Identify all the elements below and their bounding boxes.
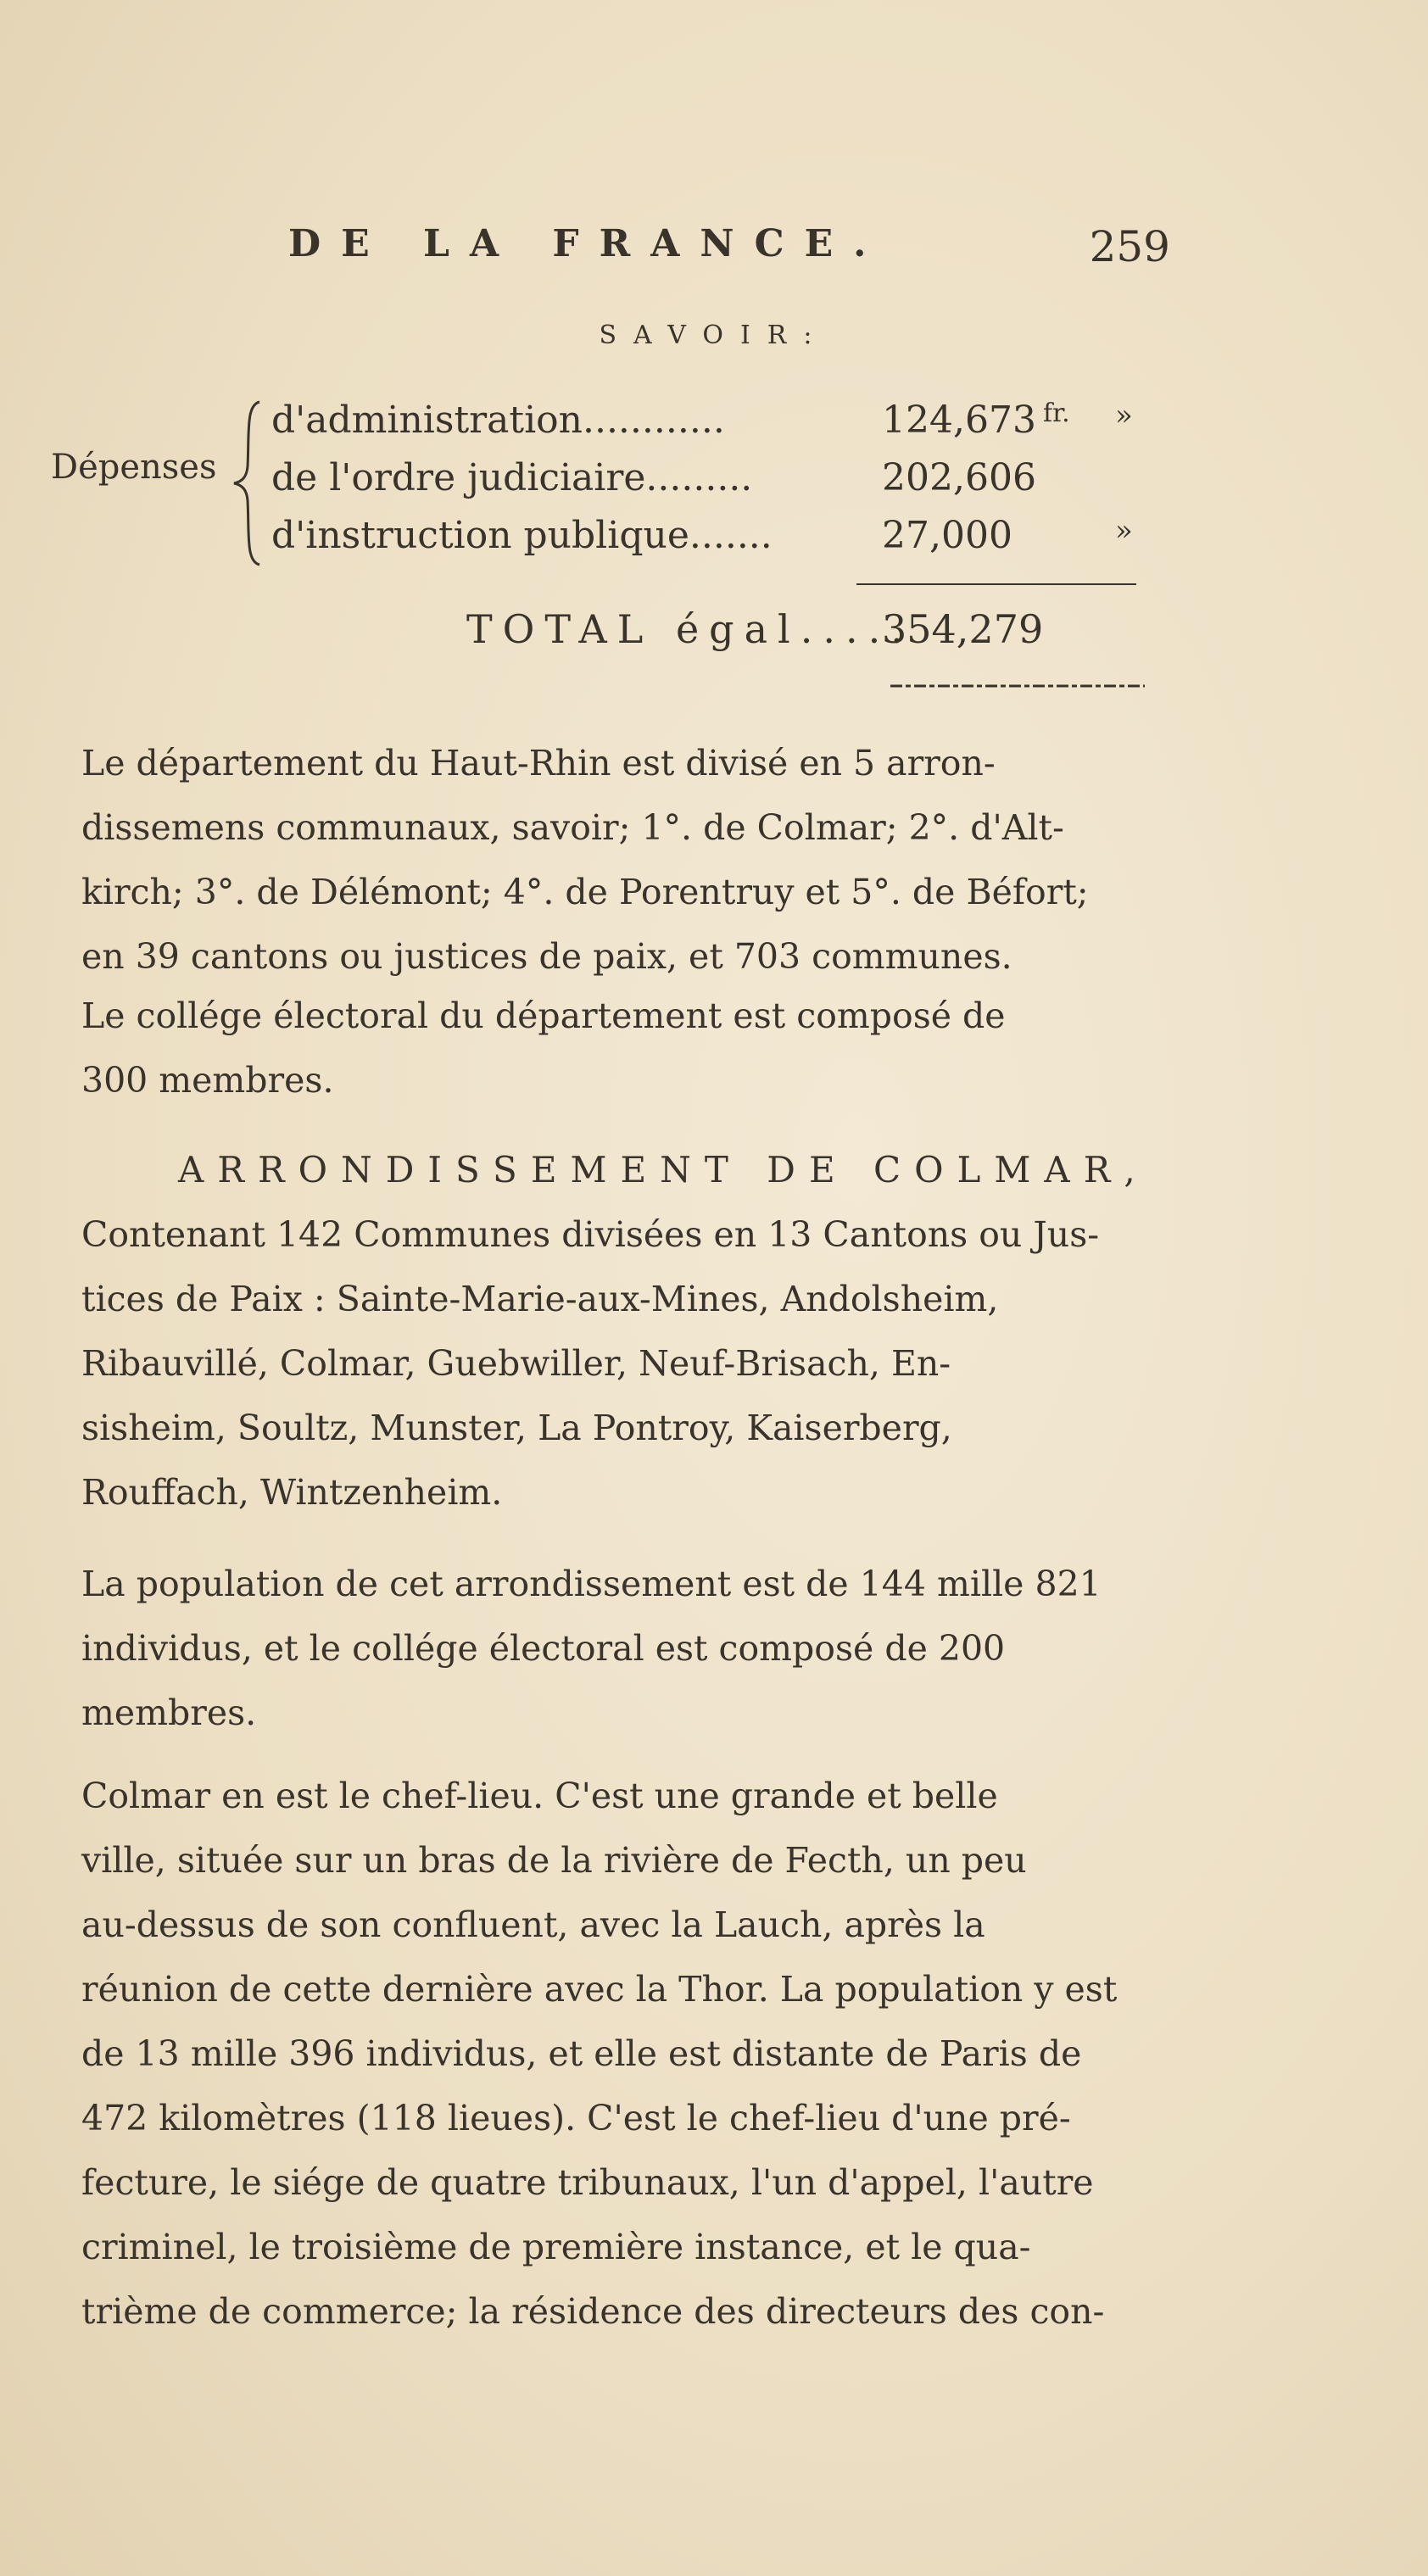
expenses-total [466,606,1044,652]
total-amount: 354,279 [882,606,1044,652]
expense-row-label: d'instruction publique....... [271,514,773,557]
expenses-table [34,399,1187,619]
total-rule [856,583,1136,585]
text-line: La population de cet arrondissement est de 144 mille 821 [81,1564,1102,1604]
text-line: sisheim, Soultz, Munster, La Pontroy, Kaiserberg, [81,1408,952,1448]
expense-row-amount: 27,000 [882,514,1012,557]
text-line: Contenant 142 Communes divisées en 13 Cantons ou Jus- [81,1214,1100,1255]
text-line: Rouffach, Wintzenheim. [81,1472,503,1513]
text-line: trième de commerce; la résidence des directeurs des con- [81,2291,1105,2332]
text-line: Ribauvillé, Colmar, Guebwiller, Neuf-Brisach, En- [81,1343,951,1384]
savoir-heading: SAVOIR: [599,321,829,350]
total-label: TOTAL égal..... [466,606,913,652]
text-line: fecture, le siége de quatre tribunaux, l'un d'appel, l'autre [81,2162,1094,2203]
page-header [288,222,1170,282]
text-line: Le département du Haut-Rhin est divisé en 5 arron- [81,743,996,783]
text-line: en 39 cantons ou justices de paix, et 703 communes. [81,936,1012,977]
expense-row-amount: 202,606 [882,456,1036,499]
expense-row-mark: » [1115,514,1133,548]
text-line: tices de Paix : Sainte-Marie-aux-Mines, Andolsheim, [81,1279,999,1319]
paragraph-contenant [81,1202,1158,1525]
expenses-label: Dépenses [51,448,217,487]
expense-row-amount: 124,673 [882,399,1036,442]
page-number: 259 [1089,222,1170,271]
expense-row-label: d'administration............ [271,399,725,442]
text-line: au-dessus de son confluent, avec la Lauch, après la [81,1904,985,1945]
text-line: ville, située sur un bras de la rivière de Fecth, un peu [81,1840,1027,1881]
text-line: réunion de cette dernière avec la Thor. La population y est [81,1969,1118,2010]
expense-row-label: de l'ordre judiciaire......... [271,456,753,499]
paragraph-departement [81,731,1158,989]
brace-icon [231,399,265,568]
paragraph-colmar [81,1764,1158,2344]
text-line: criminel, le troisième de première instance, et le qua- [81,2227,1031,2267]
text-line: Colmar en est le chef-lieu. C'est une grande et belle [81,1776,998,1816]
section-heading: ARRONDISSEMENT DE COLMAR, [178,1149,1149,1190]
text-line: individus, et le collége électoral est composé de 200 [81,1628,1006,1669]
text-line: kirch; 3°. de Délémont; 4°. de Porentruy et 5°. de Béfort; [81,872,1089,912]
text-line: 472 kilomètres (118 lieues). C'est le chef-lieu d'une pré- [81,2098,1071,2138]
paragraph-college [81,984,1158,1112]
paragraph-population [81,1552,1158,1745]
running-title: DE LA FRANCE. [288,222,887,265]
expense-row-mark: » [1115,399,1133,432]
text-line: 300 membres. [81,1060,334,1101]
text-line: dissemens communaux, savoir; 1°. de Colmar; 2°. d'Alt- [81,807,1064,848]
expense-row-unit: fr. [1043,399,1070,428]
text-line: de 13 mille 396 individus, et elle est distante de Paris de [81,2033,1082,2074]
text-line: membres. [81,1692,257,1733]
text-line: Le collége électoral du département est composé de [81,995,1006,1036]
ornament-rule [890,683,1145,689]
